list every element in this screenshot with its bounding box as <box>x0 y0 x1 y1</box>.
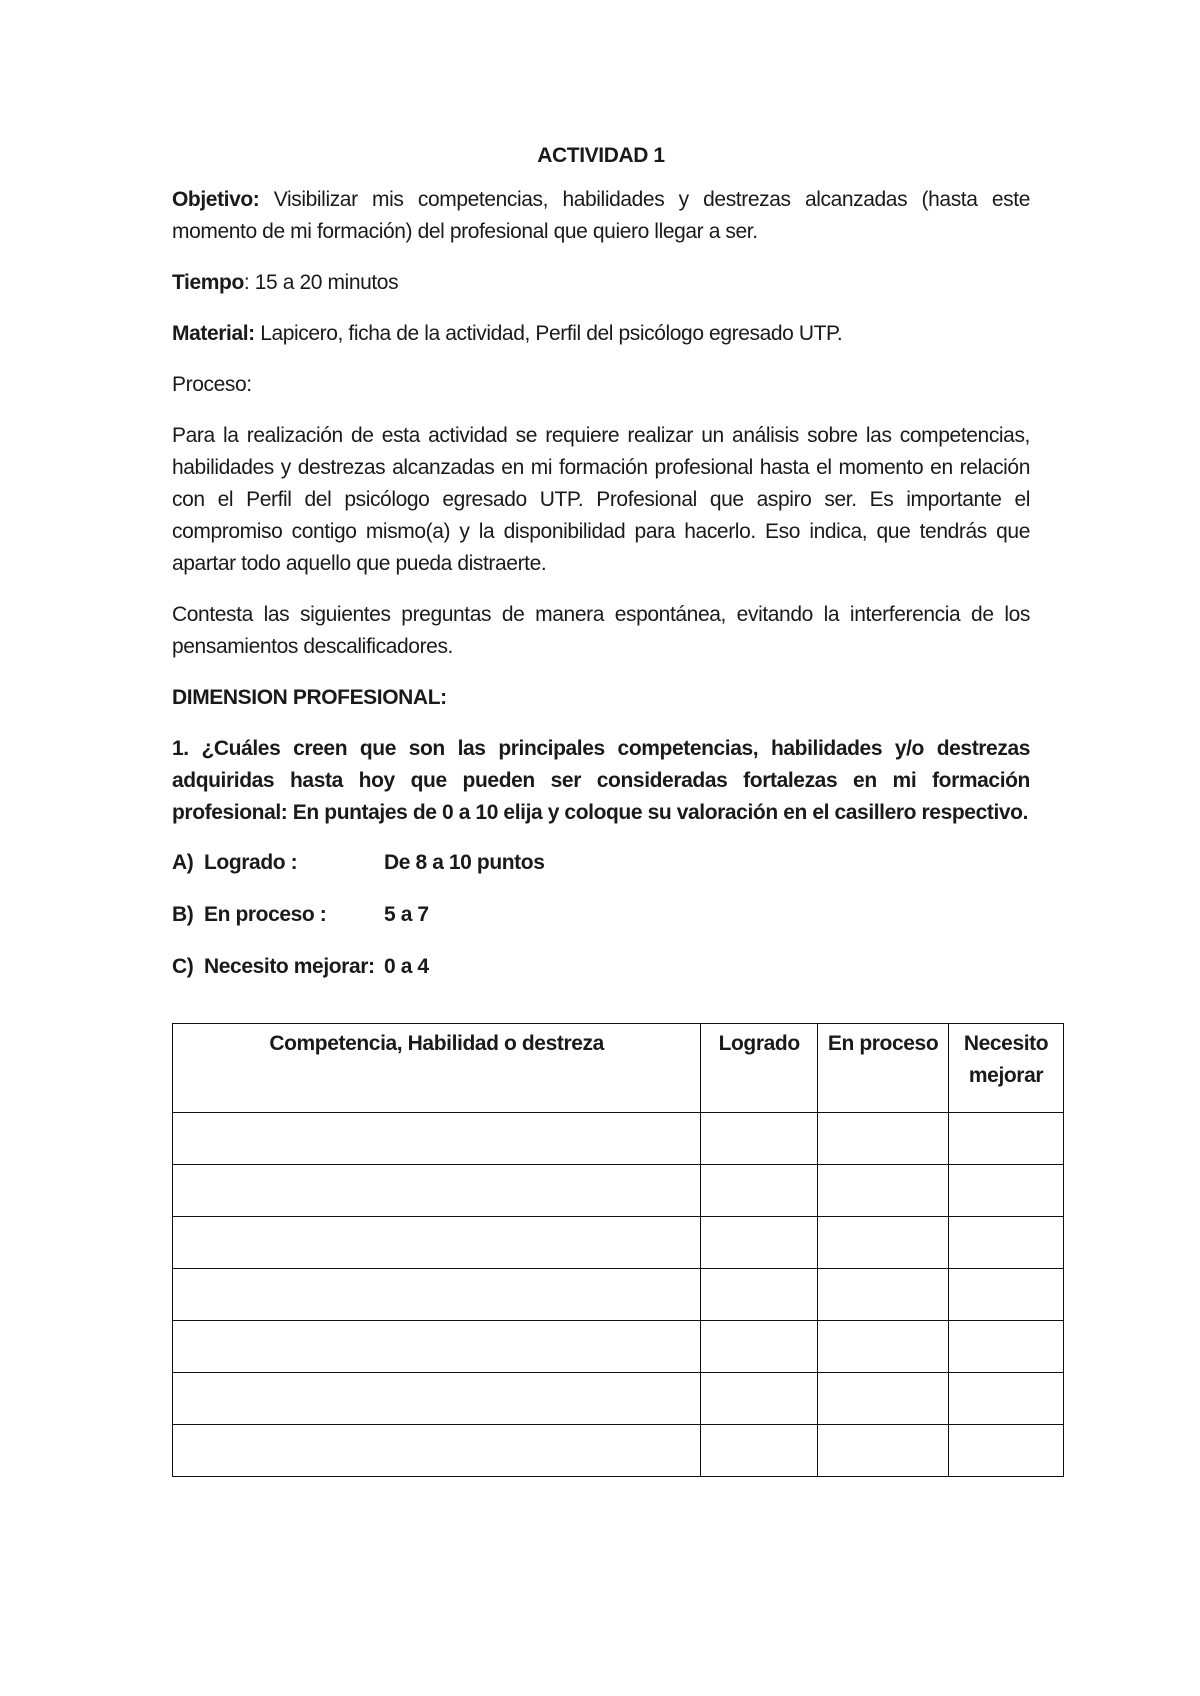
objetivo-label: Objetivo: <box>172 188 260 211</box>
tiempo-label: Tiempo <box>172 271 244 294</box>
necesito-mejorar-cell[interactable] <box>949 1165 1064 1217</box>
necesito-mejorar-cell[interactable] <box>949 1425 1064 1477</box>
competencia-cell[interactable] <box>173 1217 701 1269</box>
document-page <box>172 140 1030 1003</box>
scale-row-a <box>172 847 1030 879</box>
competencia-cell[interactable] <box>173 1321 701 1373</box>
scale-label: En proceso : <box>204 903 327 926</box>
logrado-cell[interactable] <box>701 1165 818 1217</box>
competencia-cell[interactable] <box>173 1165 701 1217</box>
competencia-cell[interactable] <box>173 1269 701 1321</box>
table-row <box>173 1217 1064 1269</box>
table-row <box>173 1165 1064 1217</box>
en-proceso-cell[interactable] <box>818 1269 949 1321</box>
material-text: Lapicero, ficha de la actividad, Perfil del psicólogo egresado UTP. <box>254 322 843 345</box>
scale-letter: A) <box>172 851 194 874</box>
material-label: Material: <box>172 322 255 345</box>
instruction-paragraph: Contesta las siguientes preguntas de manera espontánea, evitando la interferencia de los pensamientos descalificadores. <box>172 603 1030 658</box>
table-row <box>173 1321 1064 1373</box>
en-proceso-cell[interactable] <box>818 1217 949 1269</box>
en-proceso-cell[interactable] <box>818 1373 949 1425</box>
header-logrado: Logrado <box>701 1024 818 1113</box>
dimension-heading: DIMENSION PROFESIONAL: <box>172 686 447 709</box>
en-proceso-cell[interactable] <box>818 1425 949 1477</box>
proceso-paragraph: Para la realización de esta actividad se requiere realizar un análisis sobre las competencias, habilidades y destrezas alcanzadas en mi formación profesional hasta el momento en relación con el Perfil del psicólogo egresado UTP. Profesional que aspiro ser. Es importante el compromiso contigo mismo(a) y la disponibilidad para hacerlo. Eso indica, que tendrás que apartar todo aquello que pueda distraerte. <box>172 424 1030 575</box>
question-1: 1. ¿Cuáles creen que son las principales competencias, habilidades y/o destrezas adquiridas hasta hoy que pueden ser consideradas fortalezas en mi formación profesional: En puntajes de 0 a 10 elija y coloque su valoración en el casillero respectivo. <box>172 737 1030 824</box>
table-row <box>173 1373 1064 1425</box>
tiempo-text: : 15 a 20 minutos <box>243 271 399 294</box>
logrado-cell[interactable] <box>701 1269 818 1321</box>
header-en-proceso: En proceso <box>818 1024 949 1113</box>
en-proceso-cell[interactable] <box>818 1165 949 1217</box>
scale-letter: B) <box>172 903 194 926</box>
competencia-cell[interactable] <box>173 1113 701 1165</box>
scale-range: De 8 a 10 puntos <box>384 851 545 874</box>
scale-range: 5 a 7 <box>384 903 429 926</box>
logrado-cell[interactable] <box>701 1425 818 1477</box>
necesito-mejorar-cell[interactable] <box>949 1373 1064 1425</box>
table-row <box>173 1269 1064 1321</box>
en-proceso-cell[interactable] <box>818 1113 949 1165</box>
scale-letter: C) <box>172 955 194 978</box>
proceso-label: Proceso: <box>172 373 252 396</box>
page-title: ACTIVIDAD 1 <box>537 144 665 167</box>
logrado-cell[interactable] <box>701 1373 818 1425</box>
table-row <box>173 1113 1064 1165</box>
competency-table <box>172 1023 1064 1477</box>
scale-label: Logrado : <box>204 851 298 874</box>
scale-row-c <box>172 951 1030 983</box>
objetivo-paragraph <box>172 184 1030 248</box>
scale-row-b <box>172 899 1030 931</box>
logrado-cell[interactable] <box>701 1217 818 1269</box>
objetivo-text: Visibilizar mis competencias, habilidades y destrezas alcanzadas (hasta este momento de mi formación) del profesional que quiero llegar a ser. <box>172 188 1030 243</box>
header-competencia: Competencia, Habilidad o destreza <box>173 1024 701 1113</box>
en-proceso-cell[interactable] <box>818 1321 949 1373</box>
table-row <box>173 1425 1064 1477</box>
necesito-mejorar-cell[interactable] <box>949 1113 1064 1165</box>
scale-label: Necesito mejorar: <box>204 955 375 978</box>
necesito-mejorar-cell[interactable] <box>949 1217 1064 1269</box>
necesito-mejorar-cell[interactable] <box>949 1269 1064 1321</box>
competencia-cell[interactable] <box>173 1425 701 1477</box>
tiempo-paragraph <box>172 267 1030 299</box>
table-header-row <box>173 1024 1064 1113</box>
logrado-cell[interactable] <box>701 1113 818 1165</box>
competencia-cell[interactable] <box>173 1373 701 1425</box>
header-necesito-mejorar: Necesito mejorar <box>949 1024 1064 1113</box>
logrado-cell[interactable] <box>701 1321 818 1373</box>
scale-range: 0 a 4 <box>384 955 429 978</box>
necesito-mejorar-cell[interactable] <box>949 1321 1064 1373</box>
material-paragraph <box>172 318 1030 350</box>
